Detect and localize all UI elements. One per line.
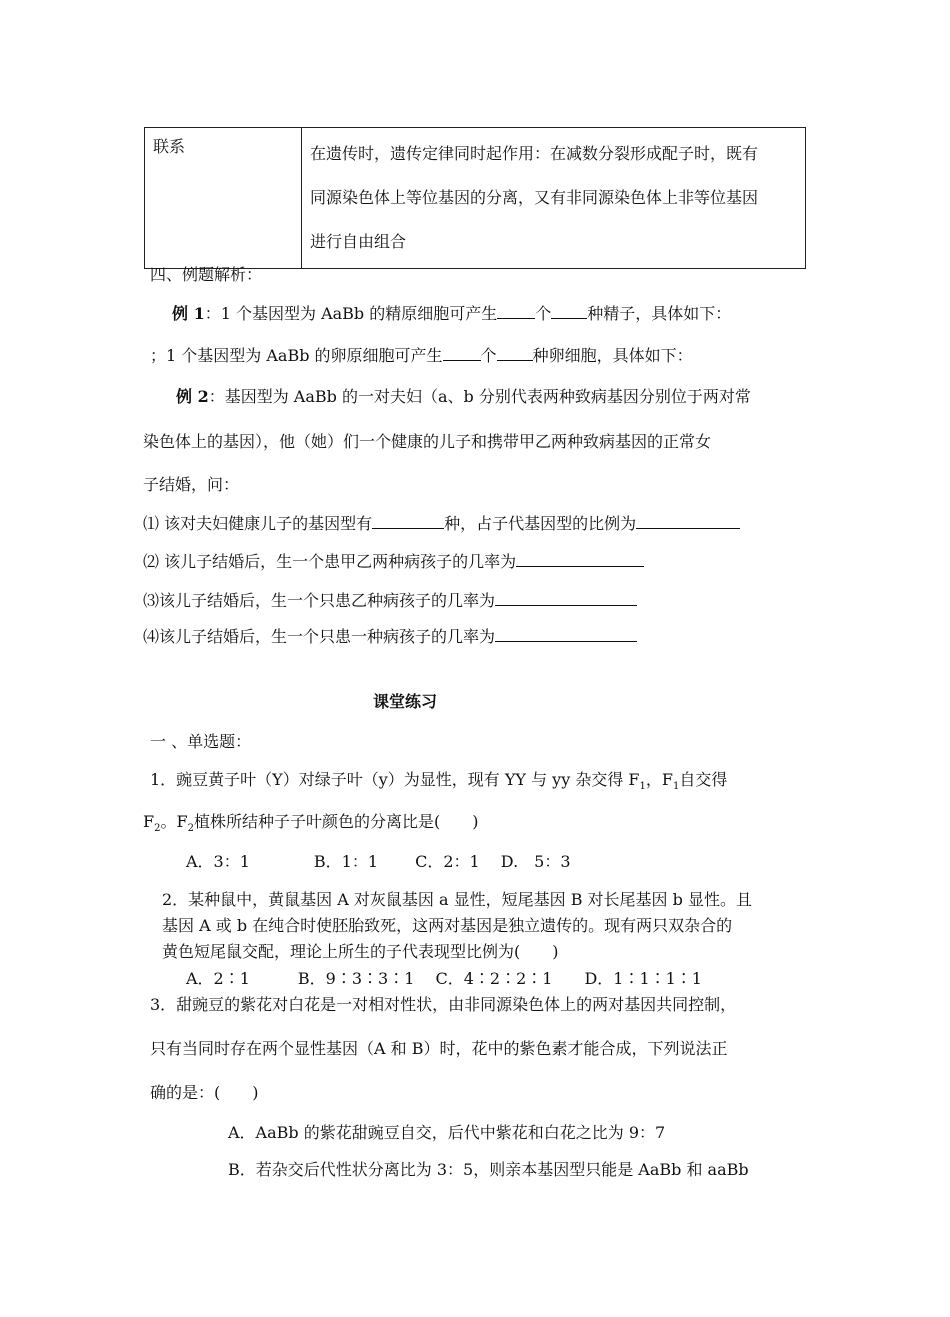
table-line-3: 进行自由组合 [310,232,407,251]
blank [497,304,535,319]
blank [636,514,740,529]
section-heading-examples: 四、例题解析： [150,265,263,284]
blank [372,514,444,529]
example-2-question-4: ⑷该儿子结婚后，生一个只患一种病孩子的几率为 [143,624,637,647]
question-1-options: A．3：1 B．1：1 C．2：1 D. 5：3 [186,852,571,871]
example-2-question-2: ⑵ 该儿子结婚后，生一个患甲乙两种病孩子的几率为 [143,549,644,572]
question-3-option-b: B．若杂交后代性状分离比为 3：5，则亲本基因型只能是 AaBb 和 aaBb [228,1160,749,1179]
table-content-cell [302,128,806,269]
example-2-label: 例 2 [176,387,209,406]
blank [443,346,481,361]
question-3-line-3: 确的是：( ) [150,1083,259,1102]
blank [497,346,533,361]
example-2-line-2: 染色体上的基因），他（她）们一个健康的儿子和携带甲乙两种致病基因的正常女 [143,432,712,451]
example-1-label: 例 1 [172,304,205,323]
relation-table [144,127,806,269]
example-2-line-3: 子结婚，问： [143,475,240,494]
single-choice-heading: 一 、单选题： [150,732,252,751]
blank [495,627,637,642]
question-2-options: A．2∶1 B．9∶3∶3∶1 C．4∶2∶2∶1 D．1∶1∶1∶1 [186,969,702,988]
question-2-line-2: 基因 A 或 b 在纯合时使胚胎致死，这两对基因是独立遗传的。现有两只双杂合的 [162,916,733,935]
question-2-line-1: 2．某种鼠中，黄鼠基因 A 对灰鼠基因 a 显性，短尾基因 B 对长尾基因 b 显性。且 [162,890,752,909]
blank [495,591,637,606]
question-1-line-2: $F_2$。$F_2$植株所结种子子叶颜色的分离比是( ) [143,812,479,835]
example-2-line-1: 例 2：基因型为 AaBb 的一对夫妇（a、b 分别代表两种致病基因分别位于两对常 [176,387,751,406]
question-3-line-2: 只有当同时存在两个显性基因（A 和 B）时，花中的紫色素才能合成，下列说法正 [150,1039,728,1058]
example-2-question-1: ⑴ 该对夫妇健康儿子的基因型有 种，占子代基因型的比例为 [143,511,740,534]
example-2-question-3: ⑶该儿子结婚后，生一个只患乙种病孩子的几率为 [143,588,637,611]
example-1-line-2: ；1 个基因型为 AaBb 的卵原细胞可产生 个 种卵细胞，具体如下： [150,346,693,365]
table-line-2: 同源染色体上等位基因的分离，又有非同源染色体上非等位基因 [310,188,759,207]
table-label-cell: 联系 [145,128,302,269]
question-1-line-1: 1．豌豆黄子叶（Y）对绿子叶（y）为显性，现有 YY 与 yy 杂交得 $F_1$，$F_1$自交得 [150,770,728,793]
question-3-option-a: A．AaBb 的紫花甜豌豆自交，后代中紫花和白花之比为 9：7 [228,1123,666,1142]
question-3-line-1: 3．甜豌豆的紫花对白花是一对相对性状，由非同源染色体上的两对基因共同控制， [150,995,737,1014]
question-2-line-3: 黄色短尾鼠交配，理论上所生的子代表现型比例为( ) [162,942,559,961]
blank [551,304,587,319]
practice-title: 课堂练习 [373,692,438,711]
example-1-line-1: 例 1：1 个基因型为 AaBb 的精原细胞可产生 个 种精子，具体如下： [172,304,732,323]
table-line-1: 在遗传时，遗传定律同时起作用：在减数分裂形成配子时，既有 [310,144,759,163]
blank [516,552,644,567]
